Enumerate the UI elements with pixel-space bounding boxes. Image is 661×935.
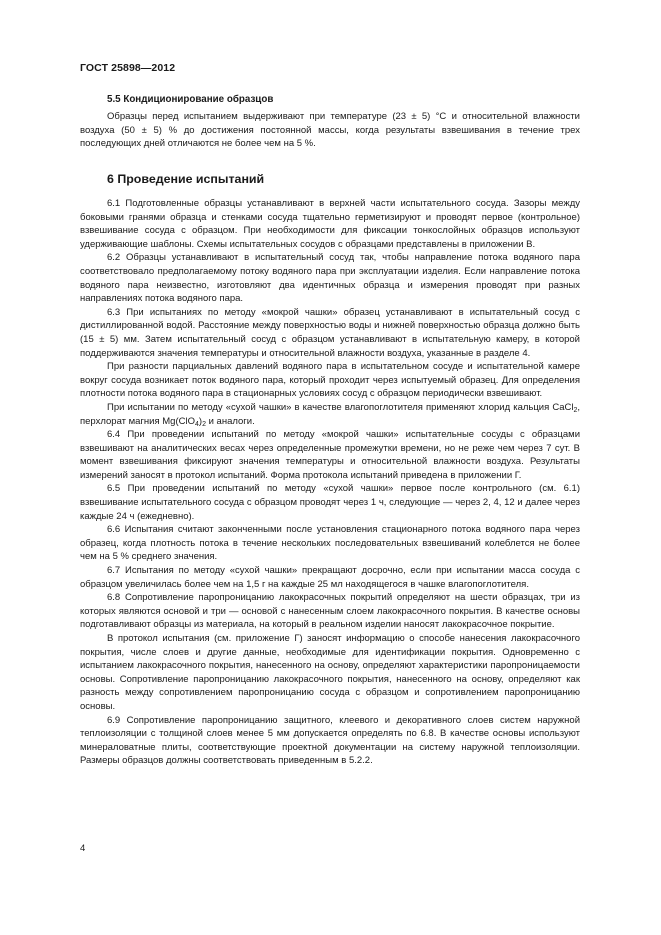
- document-header: ГОСТ 25898—2012: [80, 62, 176, 74]
- paragraph-6-3: 6.3 При испытаниях по методу «мокрой чашки» образец устанавливают в испытательный сосуд с дистиллированной водой. Расстояние между поверхностью воды и нижней поверхностью образца должно быть (15 ± 5) мм. Затем испытательный сосуд с образцом устанавливают в испытательную камеру, в которой поддерживаются значения температуры и относительной влажности воздуха, указанные в разделе 4.: [80, 306, 580, 359]
- section-title-6: 6 Проведение испытаний: [107, 172, 265, 186]
- section-6-body: [80, 197, 580, 768]
- paragraph-6-5: 6.5 При проведении испытаний по методу «сухой чашки» первое после контрольного (см. 6.1) взвешивание испытательного сосуда с образцом проводят через 1 ч, следующие — через 2, 4, 12 и далее через каждые 24 ч (ежедневно).: [80, 483, 580, 522]
- subsection-5-5-body: [80, 110, 580, 151]
- text-run: ): [198, 415, 203, 427]
- subscript: 2: [573, 406, 578, 414]
- paragraph-6-9: 6.9 Сопротивление паропроницанию защитного, клеевого и декоративного слоев систем наружной теплоизоляции с толщиной слоев менее 5 мм допускается определять по 6.8. В качестве основы используют минераловатные плиты, соответствующие проектной документации на систему наружной теплоизоляции. Размеры образцов должны соответствовать приведенным в 5.2.2.: [80, 714, 580, 767]
- paragraph-6-8-b: В протокол испытания (см. приложение Г) заносят информацию о способе нанесения лакокрасочного покрытия, числе слоев и другие данные, необходимые для идентификации покрытия. Одновременно с испытанием лакокрасочного покрытия, нанесенного на основу, определяют характеристики паропроницаемости основы. Сопротивление паропроницанию лакокрасочного покрытия, нанесенного на основу, определяют как разность между сопротивлением паропроницанию сосуда с образцом и сопротивлением паропроницанию основы.: [80, 633, 580, 712]
- page-number: 4: [80, 843, 86, 854]
- paragraph-dry-cup: [80, 401, 580, 428]
- paragraph: Образцы перед испытанием выдерживают при температуре (23 ± 5) °С и относительной влажности воздуха (50 ± 5) % до достижения постоянной массы, когда результаты взвешивания в течение трех последующих дней отличаются не более чем на 5 %.: [80, 111, 580, 150]
- subscript: 4: [194, 420, 199, 428]
- subscript: 2: [202, 420, 206, 428]
- paragraph-6-1: 6.1 Подготовленные образцы устанавливают в верхней части испытательного сосуда. Зазоры между боковыми гранями образца и стенками сосуда тщательно герметизируют и проводят первое (контрольное) взвешивание сосуда с образцом. При необходимости для фиксации тонкослойных образцов используют удерживающие шаблоны. Схемы испытательных сосудов с образцами представлены в приложении В.: [80, 198, 580, 250]
- paragraph-6-8: 6.8 Сопротивление паропроницанию лакокрасочных покрытий определяют на шести образцах, три из которых являются основой и три — основой с нанесенным слоем лакокрасочного покрытия. В качестве основы подготавливают образцы из материала, на который в реальном изделии наносят лакокрасочное покрытие.: [80, 592, 580, 631]
- paragraph-6-7: 6.7 Испытания по методу «сухой чашки» прекращают досрочно, если при испытании масса сосуда с образцом увеличилась более чем на 1,5 г на каждые 25 мл находящегося в чашке влагопоглотителя.: [80, 565, 580, 590]
- text-run: При испытании по методу «сухой чашки» в качестве влагопоглотителя применяют хлорид кальция CaCl: [107, 401, 574, 413]
- paragraph-6-3-b: При разности парциальных давлений водяного пара в испытательном сосуде и испытательной камере вокруг сосуда возникает поток водяного пара, который проходит через испытуемый образец. Для определения плотности потока водяного пара в стационарных условиях сосуд с образцом периодически взвешивают.: [80, 361, 580, 400]
- paragraph-6-2: 6.2 Образцы устанавливают в испытательный сосуд так, чтобы направление потока водяного пара соответствовало предполагаемому потоку водяного пара при эксплуатации изделия. Если направление потока водяного пара неизвестно, изготовляют два идентичных образца и измерения проводят при разных направлениях потока водяного пара.: [80, 252, 580, 305]
- paragraph-6-6: 6.6 Испытания считают законченными после установления стационарного потока водяного пара через образец, когда плотность потока в течение нескольких последовательных взвешиваний колеблется не более чем на 5 % среднего значения.: [80, 524, 580, 563]
- subsection-title-5-5: 5.5 Кондиционирование образцов: [107, 94, 274, 105]
- paragraph-6-4: 6.4 При проведении испытаний по методу «мокрой чашки» испытательные сосуды с образцами взвешивают на аналитических весах через определенные промежутки времени, но не реже чем через 7 сут. В момент взвешивания фиксируют значения температуры и относительной влажности воздуха. Результаты измерений заносят в протокол испытаний. Форма протокола испытаний приведена в приложении Г.: [80, 429, 580, 481]
- text-run: и аналоги.: [205, 415, 255, 427]
- text-run: , перхлорат магния Mg(ClO: [80, 401, 580, 427]
